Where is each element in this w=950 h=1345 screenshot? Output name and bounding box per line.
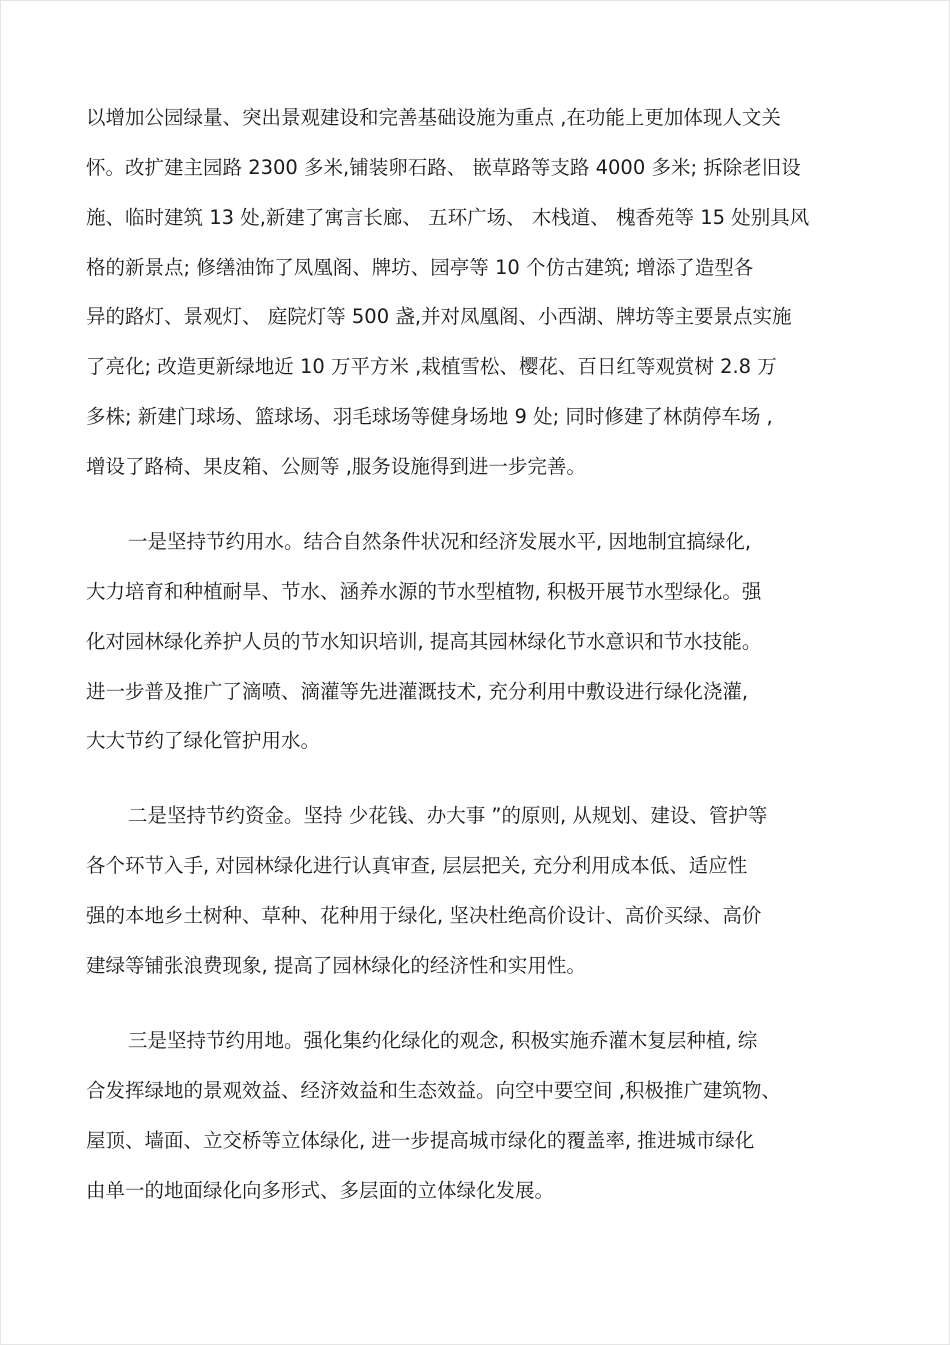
paragraph-line: 进一步普及推广了滴喷、滴灌等先进灌溉技术, 充分利用中敷设进行绿化浇灌, (86, 680, 749, 703)
paragraph-line: 屋顶、墙面、立交桥等立体绿化, 进一步提高城市绿化的覆盖率, 推进城市绿化 (86, 1129, 755, 1152)
paragraph-line: 大力培育和种植耐旱、节水、涵养水源的节水型植物, 积极开展节水型绿化。强 (86, 580, 762, 603)
paragraph-line: 化对园林绿化养护人员的节水知识培训, 提高其园林绿化节水意识和节水技能。 (86, 630, 762, 653)
paragraph-line: 建绿等铺张浪费现象, 提高了园林绿化的经济性和实用性。 (86, 954, 586, 977)
paragraph-line: 一是坚持节约用水。结合自然条件状况和经济发展水平, 因地制宜搞绿化, (128, 530, 752, 553)
paragraph-line: 合发挥绿地的景观效益、经济效益和生态效益。向空中要空间 ,积极推广建筑物、 (86, 1079, 781, 1102)
paragraph-line: 三是坚持节约用地。强化集约化绿化的观念, 积极实施乔灌木复层种植, 综 (128, 1029, 758, 1052)
paragraph-line: 以增加公园绿量、突出景观建设和完善基础设施为重点 ,在功能上更加体现人文关 (86, 106, 781, 129)
paragraph-line: 了亮化; 改造更新绿地近 10 万平方米 ,栽植雪松、樱花、百日红等观赏树 2.8 万 (86, 355, 777, 378)
paragraph-line: 由单一的地面绿化向多形式、多层面的立体绿化发展。 (86, 1179, 555, 1202)
paragraph-line: 各个环节入手, 对园林绿化进行认真审查, 层层把关, 充分利用成本低、适应性 (86, 854, 748, 877)
paragraph-line: 多株; 新建门球场、篮球场、羽毛球场等健身场地 9 处; 同时修建了林荫停车场 , (86, 405, 773, 428)
paragraph-line: 强的本地乡土树种、草种、花种用于绿化, 坚决杜绝高价设计、高价买绿、高价 (86, 904, 762, 927)
paragraph-line: 格的新景点; 修缮油饰了凤凰阁、牌坊、园亭等 10 个仿古建筑; 增添了造型各 (86, 256, 754, 279)
paragraph-line: 异的路灯、景观灯、 庭院灯等 500 盏,并对凤凰阁、小西湖、牌坊等主要景点实施 (86, 305, 792, 328)
paragraph-line: 二是坚持节约资金。坚持 少花钱、办大事 ”的原则, 从规划、建设、管护等 (128, 804, 768, 827)
paragraph-line: 怀。改扩建主园路 2300 多米,铺装卵石路、 嵌草路等支路 4000 多米; 拆除老旧设 (86, 156, 801, 179)
paragraph-line: 大大节约了绿化管护用水。 (86, 729, 321, 752)
paragraph-line: 增设了路椅、果皮箱、公厕等 ,服务设施得到进一步完善。 (86, 455, 586, 478)
paragraph-line: 施、临时建筑 13 处,新建了寓言长廊、 五环广场、 木栈道、 槐香苑等 15 处别具风 (86, 206, 810, 229)
